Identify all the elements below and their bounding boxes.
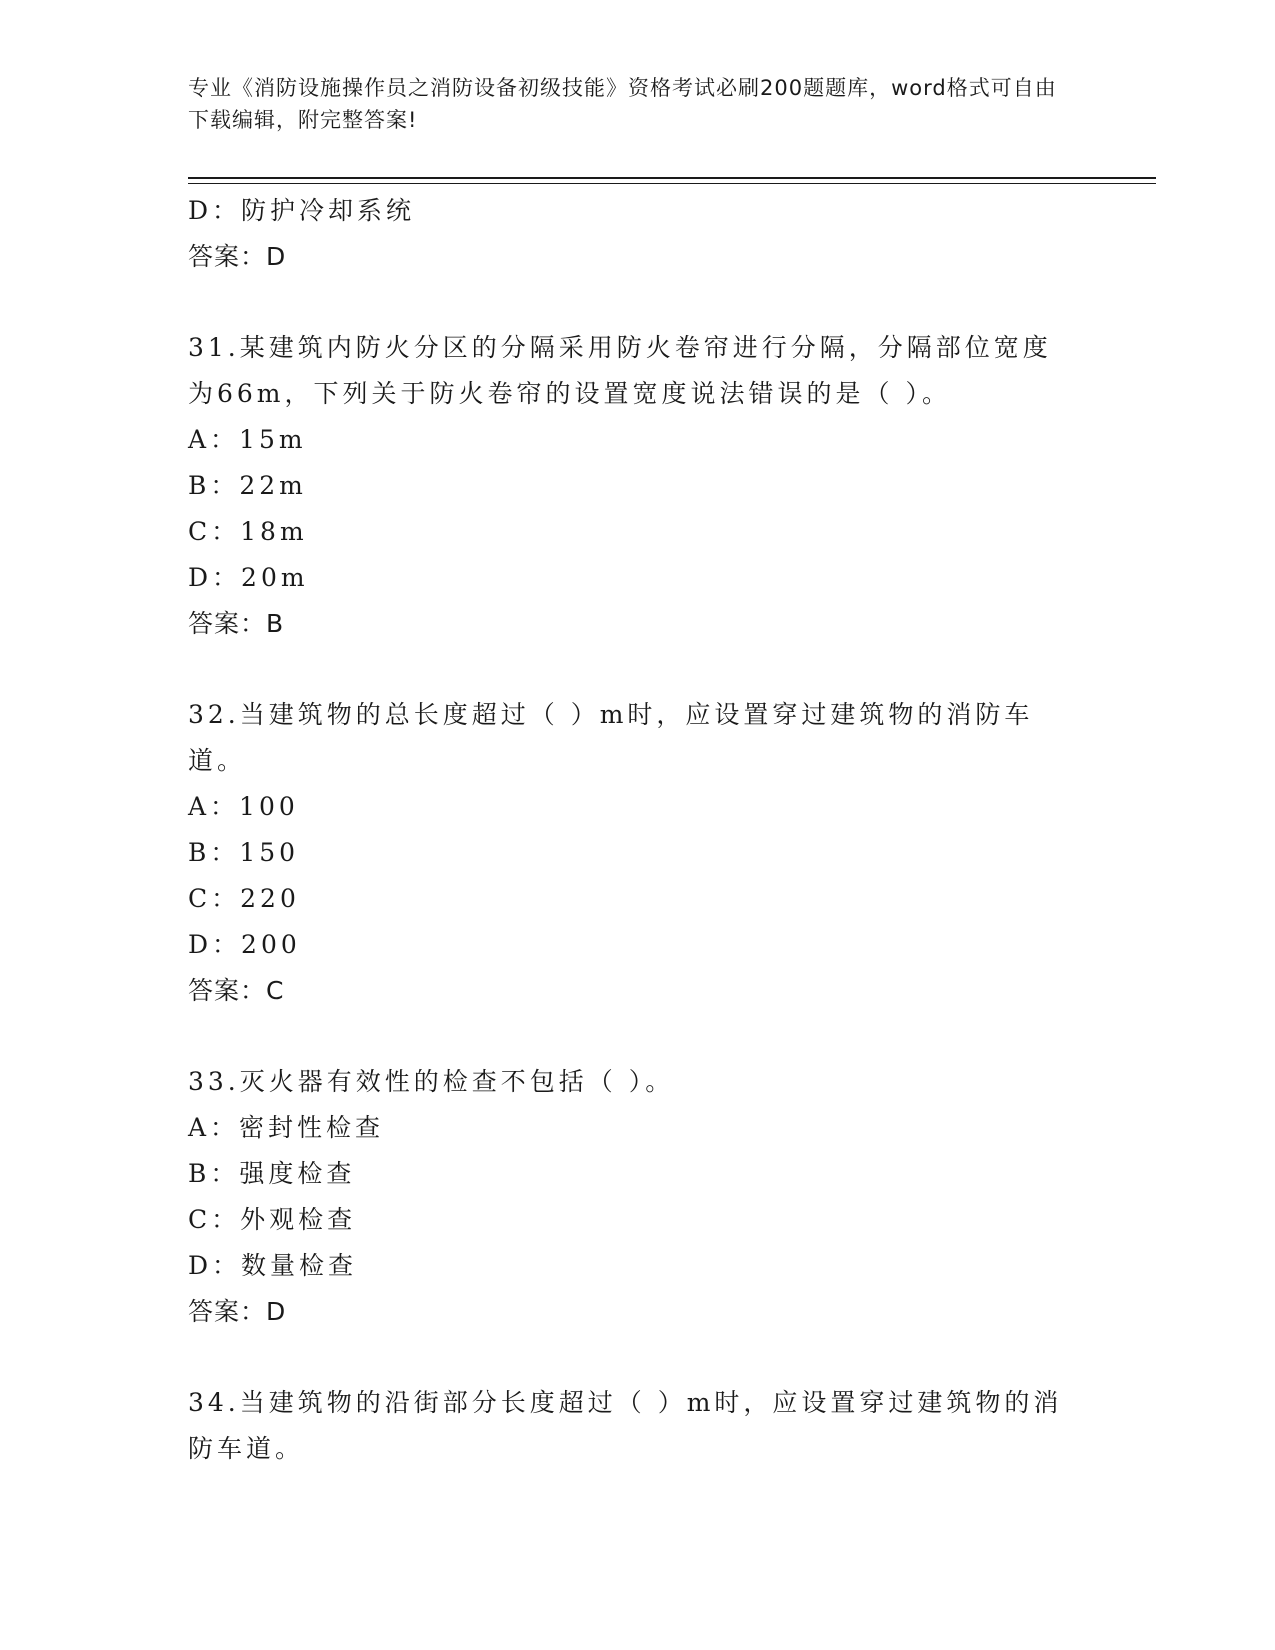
answer-line: 答案：C <box>188 976 285 1005</box>
header-rule-thick <box>188 177 1156 179</box>
option-c: C：外观检查 <box>188 1205 357 1234</box>
question-31 <box>188 325 1088 647</box>
page-header: 专业《消防设施操作员之消防设备初级技能》资格考试必刷200题题库，word格式可自由下载编辑，附完整答案! <box>188 76 1057 132</box>
answer-line: 答案：D <box>188 1297 287 1326</box>
option-b: B：22m <box>188 471 307 500</box>
option-a: A：密封性检查 <box>188 1113 385 1142</box>
option-c: C：18m <box>188 517 308 546</box>
question-33 <box>188 1059 1088 1335</box>
option-b: B：强度检查 <box>188 1159 356 1188</box>
question-34 <box>188 1380 1088 1472</box>
option-d: D：防护冷却系统 <box>188 196 416 225</box>
option-b: B：150 <box>188 838 300 867</box>
option-a: A：100 <box>188 792 299 821</box>
question-stem: 32.当建筑物的总长度超过（ ）m时，应设置穿过建筑物的消防车道。 <box>188 700 1034 775</box>
option-d: D：200 <box>188 930 301 959</box>
option-a: A：15m <box>188 425 307 454</box>
answer-line: 答案：D <box>188 242 287 271</box>
previous-question-fragment <box>188 188 1088 280</box>
question-32 <box>188 692 1088 1014</box>
question-stem: 33.灭火器有效性的检查不包括（ ）。 <box>188 1067 675 1096</box>
question-stem: 34.当建筑物的沿街部分长度超过（ ）m时，应设置穿过建筑物的消防车道。 <box>188 1388 1063 1463</box>
document-body <box>188 188 1088 1472</box>
option-c: C：220 <box>188 884 300 913</box>
question-stem: 31.某建筑内防火分区的分隔采用防火卷帘进行分隔，分隔部位宽度为66m，下列关于防火卷帘的设置宽度说法错误的是（ ）。 <box>188 333 1052 408</box>
answer-line: 答案：B <box>188 609 285 638</box>
header-rule-thin <box>188 183 1156 184</box>
option-d: D：20m <box>188 563 309 592</box>
option-d: D：数量检查 <box>188 1251 358 1280</box>
